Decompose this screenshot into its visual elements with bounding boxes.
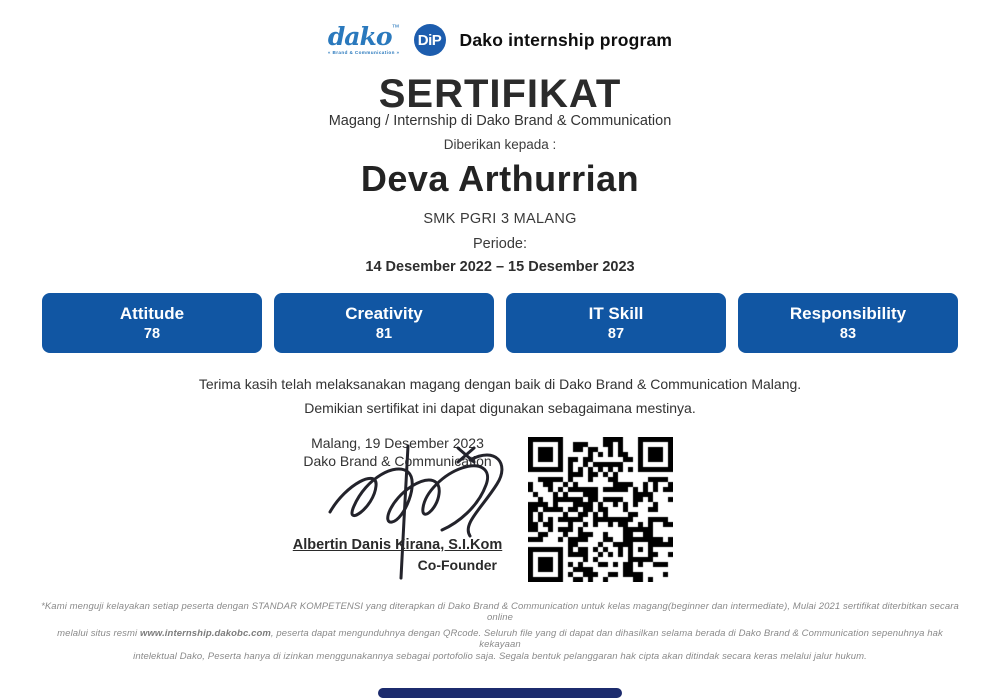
bottom-accent-bar — [378, 688, 622, 698]
signature-block — [280, 435, 515, 585]
score-box-it-skill — [506, 293, 726, 353]
score-box-attitude — [42, 293, 262, 353]
score-label: Attitude — [119, 304, 185, 324]
score-box-creativity — [274, 293, 494, 353]
signature-company: Dako Brand & Communication — [303, 453, 492, 469]
score-label: Creativity — [345, 304, 423, 324]
footer-line2-prefix: melalui situs resmi — [57, 628, 140, 639]
dip-logo-icon: DiP — [414, 24, 446, 56]
school-name: SMK PGRI 3 MALANG — [423, 211, 577, 227]
period-label: Periode: — [472, 236, 527, 252]
dako-logo-wordmark: dako™ — [327, 22, 400, 52]
footer-line2-suffix: , peserta dapat mengunduhnya dengan QRcode. Seluruh file yang di dapat dan dihasilkan selama berada di Dako Brand & Communication sepenuhnya hak kekayaan — [270, 628, 943, 650]
footer-disclaimer-line-1: *Kami menguji kelayakan setiap peserta dengan STANDAR KOMPETENSI yang diterapkan di Dako Brand & Communication untuk kelas magang(beginner dan intermediate), Mulai 2021 sertifikat diterbitkan secara online — [41, 601, 959, 623]
trademark-symbol: ™ — [391, 23, 400, 33]
score-boxes — [42, 293, 958, 353]
footer-disclaimer-line-2 — [40, 628, 960, 650]
thanks-line-1: Terima kasih telah melaksanakan magang dengan baik di Dako Brand & Communication Malang. — [198, 376, 802, 392]
thanks-line-2: Demikian sertifikat ini dapat digunakan sebagaimana mestinya. — [304, 400, 696, 416]
given-to-label: Diberikan kepada : — [443, 137, 557, 152]
certificate-subtitle: Magang / Internship di Dako Brand & Communication — [328, 113, 672, 129]
footer-disclaimer-line-3: intelektual Dako, Peserta hanya di izinkan menggunakannya sebagai portofolio saja. Segala bentuk pelanggaran hak cipta akan ditindak secara keras melalui jalur hukum. — [133, 651, 867, 662]
qr-code — [528, 437, 673, 582]
score-label: IT Skill — [588, 304, 644, 324]
dako-logo — [328, 24, 400, 56]
score-value: 87 — [607, 325, 625, 342]
signer-name: Albertin Danis Kirana, S.I.Kom — [292, 537, 503, 553]
score-value: 78 — [143, 325, 161, 342]
signer-title: Co-Founder — [417, 557, 497, 573]
score-value: 83 — [839, 325, 857, 342]
header-logo-row — [0, 24, 1000, 56]
recipient-name: Deva Arthurrian — [360, 158, 640, 199]
program-name: Dako internship program — [459, 29, 673, 50]
certificate-title: SERTIFIKAT — [378, 72, 622, 116]
period-value: 14 Desember 2022 – 15 Desember 2023 — [365, 259, 635, 275]
score-box-responsibility — [738, 293, 958, 353]
footer-website-link[interactable]: www.internship.dakobc.com — [139, 628, 271, 639]
signature-place-date: Malang, 19 Desember 2023 — [311, 435, 484, 451]
dako-logo-tagline: « Brand & Communication » — [327, 50, 400, 56]
score-label: Responsibility — [789, 304, 907, 324]
score-value: 81 — [375, 325, 393, 342]
